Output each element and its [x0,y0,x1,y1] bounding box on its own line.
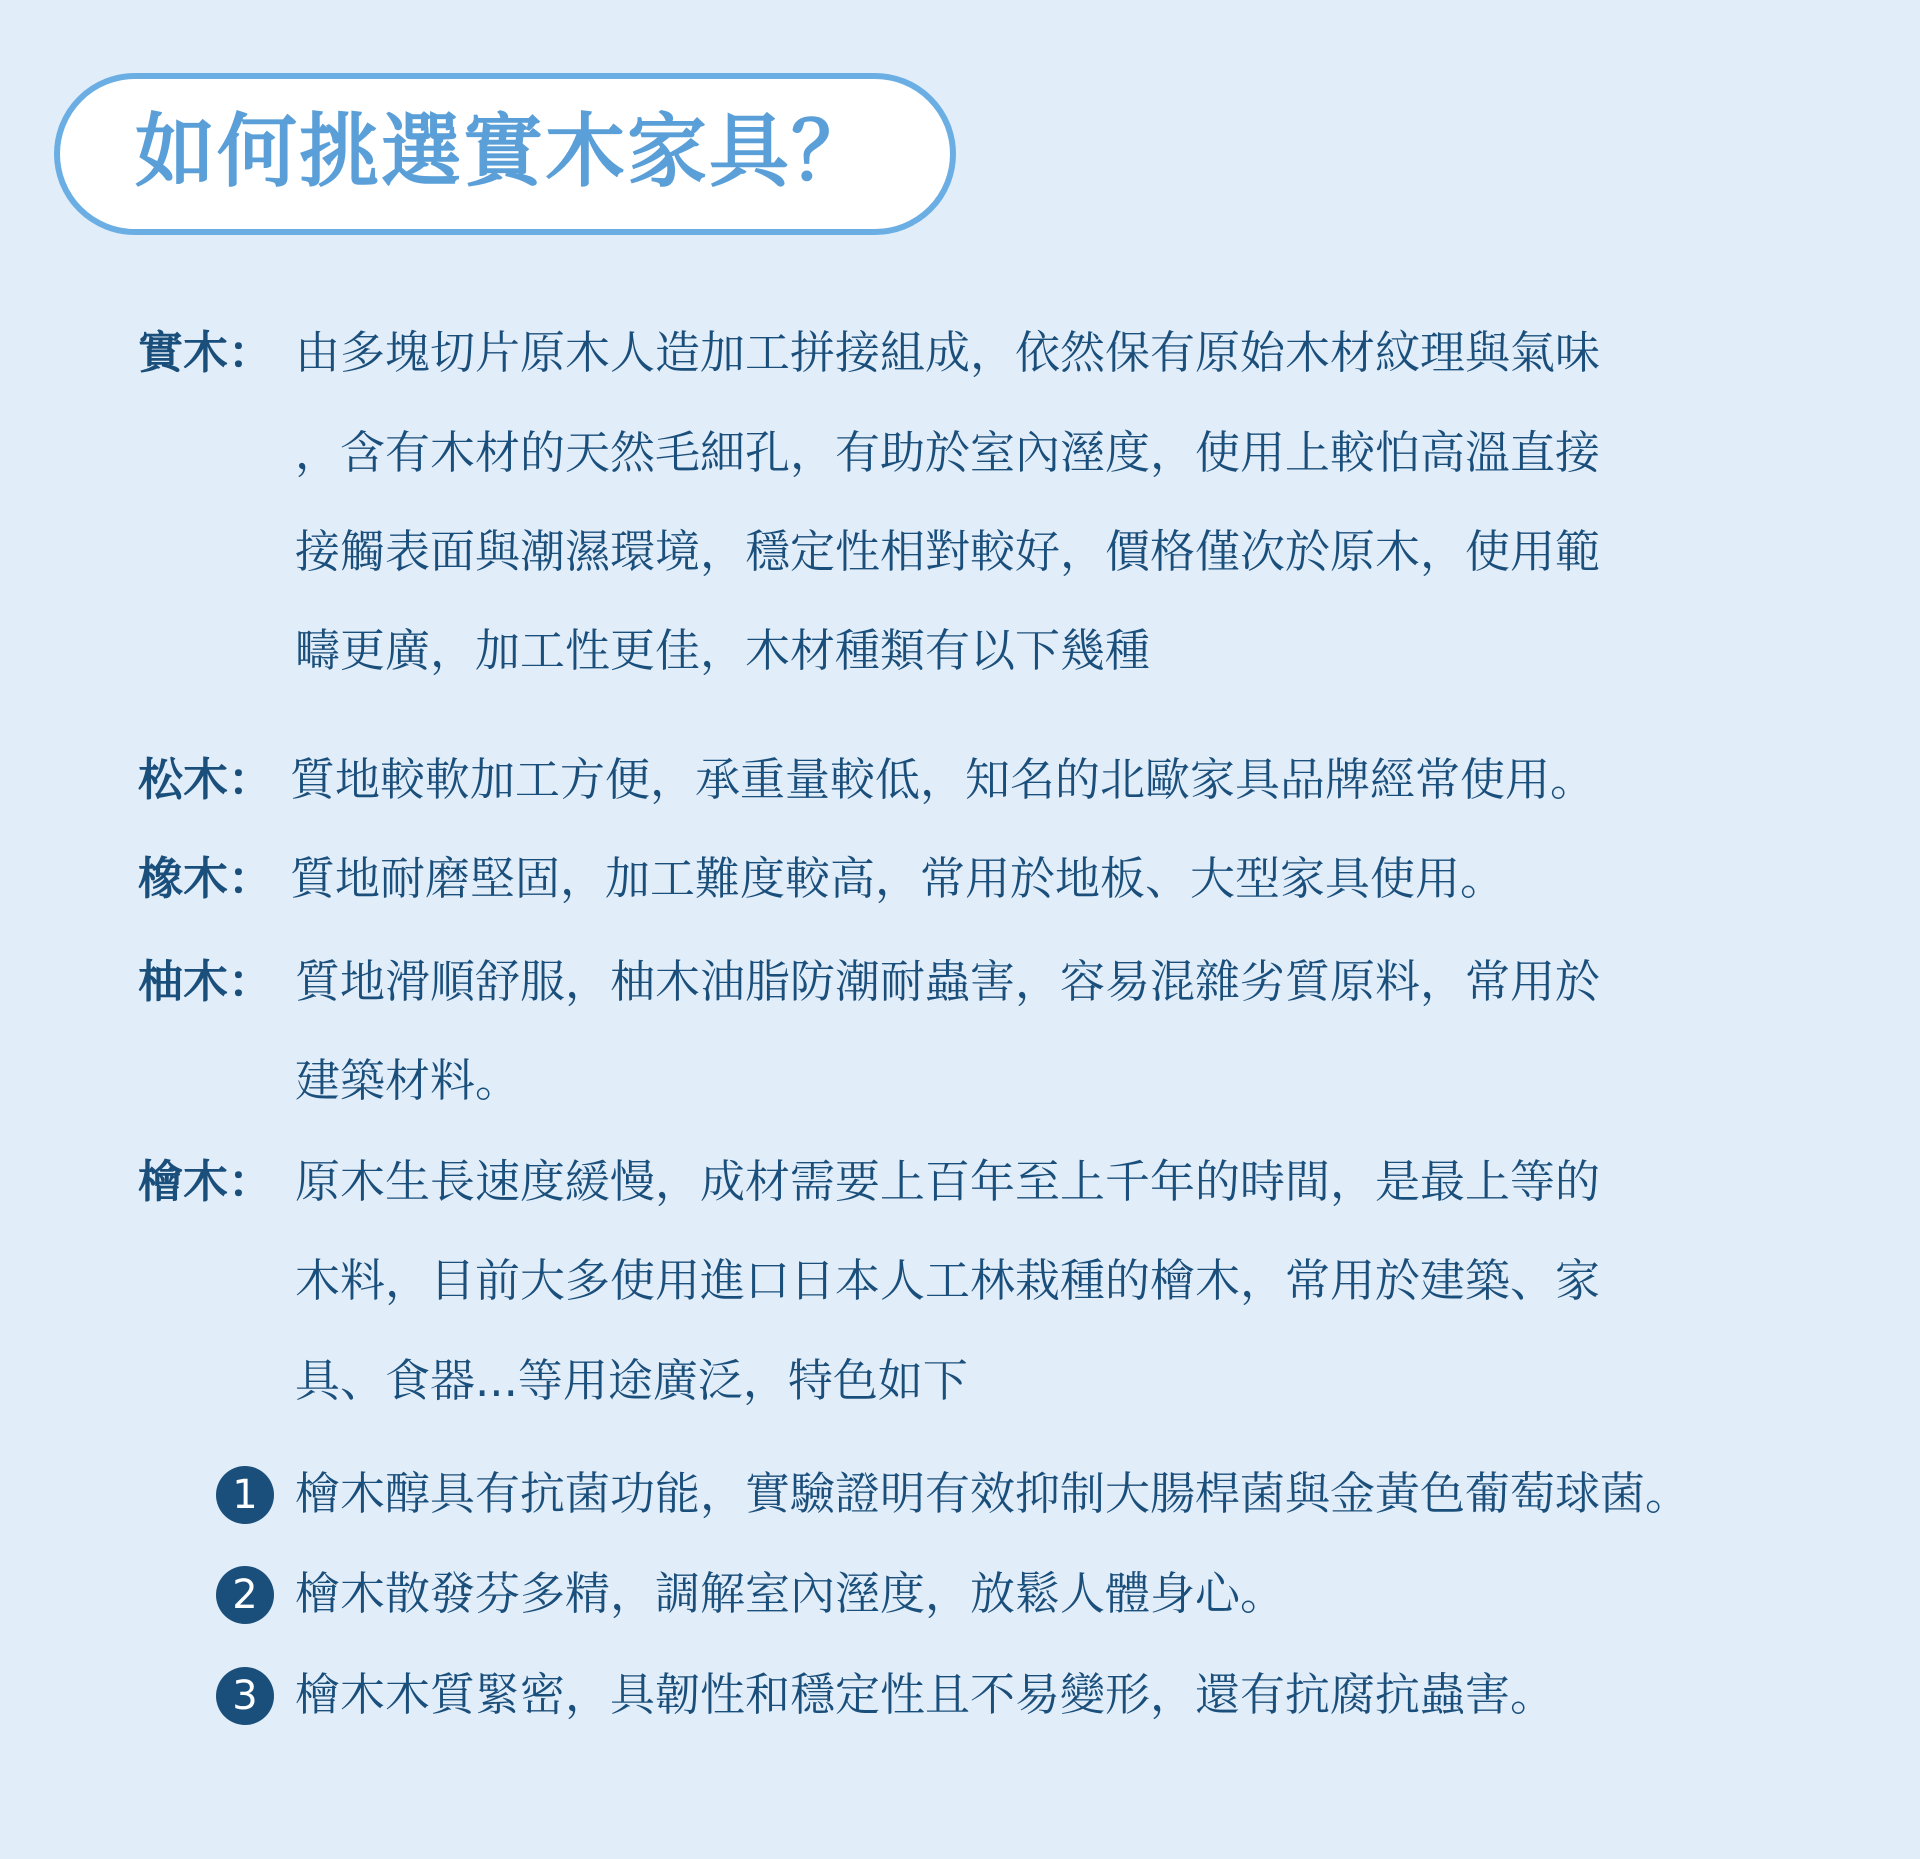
text-line: 質地較軟加工方便，承重量較低，知名的北歐家具品牌經常使用。 [290,753,1596,806]
text-line: 由多塊切片原木人造加工拼接組成，依然保有原始木材紋理與氣味 [295,326,1601,379]
label-cypress: 檜木： [138,1155,274,1208]
number-badge-3: 3 [216,1667,274,1725]
label-oak: 橡木： [138,852,274,905]
text-line: 質地耐磨堅固，加工難度較高，常用於地板、大型家具使用。 [290,852,1506,905]
label-teak: 柚木： [138,955,274,1008]
number-badge-2: 2 [216,1566,274,1624]
text-line: 原木生長速度緩慢，成材需要上百年至上千年的時間，是最上等的 [295,1155,1601,1208]
text-line: 疇更廣，加工性更佳，木材種類有以下幾種 [295,624,1151,677]
text-line: ，含有木材的天然毛細孔，有助於室內溼度，使用上較怕高溫直接 [295,426,1601,479]
text-line: 具、食器...等用途廣泛，特色如下 [295,1354,968,1407]
label-solid-wood: 實木： [138,326,274,379]
number-badge-1: 1 [216,1466,274,1524]
feature-item: 檜木散發芬多精，調解室內溼度，放鬆人體身心。 [295,1567,1286,1620]
text-line: 建築材料。 [295,1054,521,1107]
feature-item: 檜木木質緊密，具韌性和穩定性且不易變形，還有抗腐抗蟲害。 [295,1668,1556,1721]
label-pine: 松木： [138,753,274,806]
text-line: 木料，目前大多使用進口日本人工林栽種的檜木，常用於建築、家 [295,1254,1601,1307]
feature-item: 檜木醇具有抗菌功能，實驗證明有效抑制大腸桿菌與金黃色葡萄球菌。 [295,1467,1691,1520]
text-line: 接觸表面與潮濕環境，穩定性相對較好，價格僅次於原木，使用範 [295,525,1601,578]
page-title: 如何挑選實木家具？ [135,105,873,198]
text-line: 質地滑順舒服，柚木油脂防潮耐蟲害，容易混雜劣質原料，常用於 [295,955,1601,1008]
